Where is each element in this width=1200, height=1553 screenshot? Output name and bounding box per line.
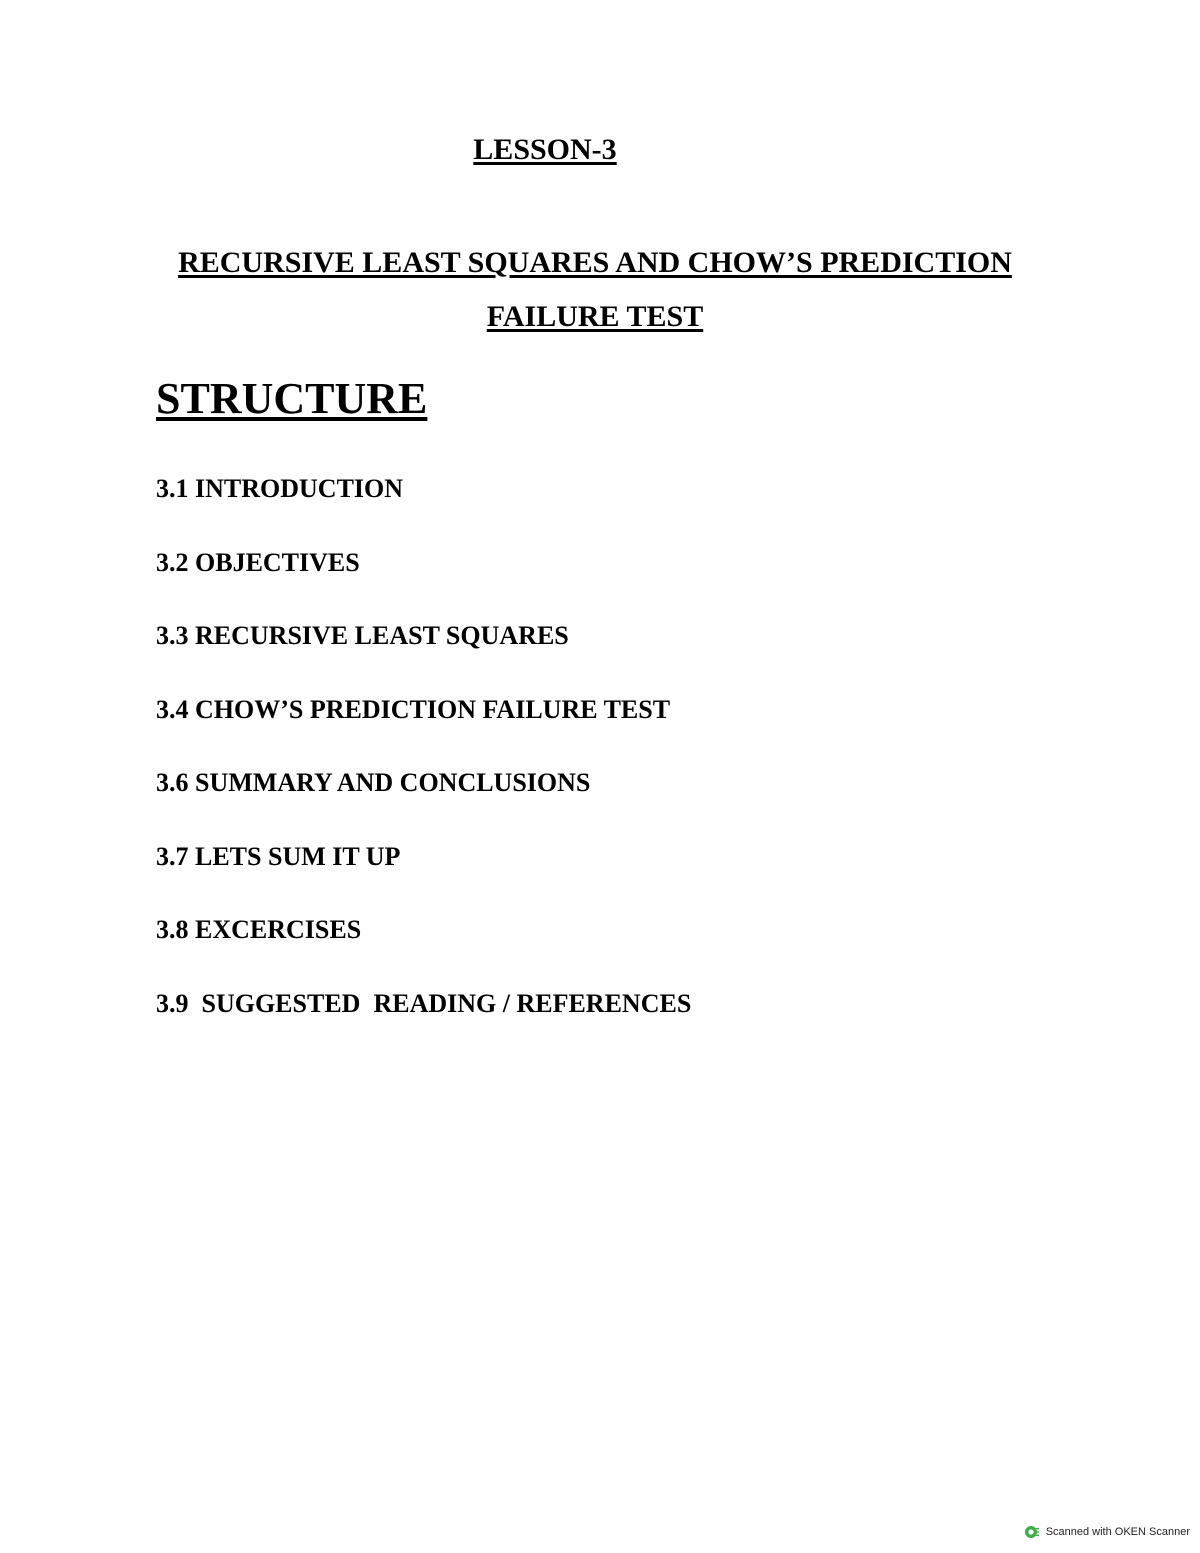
- toc-item-references: 3.9 SUGGESTED READING / REFERENCES: [156, 988, 692, 1018]
- toc-item-chows-test: 3.4 CHOW’S PREDICTION FAILURE TEST: [156, 694, 671, 724]
- scanner-text: Scanned with OKEN Scanner: [1045, 1526, 1190, 1538]
- toc-item-introduction: 3.1 INTRODUCTION: [156, 474, 404, 503]
- toc-item-summary: 3.6 SUMMARY AND CONCLUSIONS: [156, 768, 591, 797]
- toc-item-recursive-least-squares: 3.3 RECURSIVE LEAST SQUARES: [156, 621, 569, 650]
- lesson-title: [140, 236, 1050, 344]
- lesson-title-line-1: RECURSIVE LEAST SQUARES AND CHOW’S PREDICTION: [178, 246, 1012, 279]
- oken-scanner-logo-icon: [1024, 1524, 1040, 1540]
- scanner-watermark: [1024, 1524, 1190, 1540]
- structure-heading: STRUCTURE: [156, 374, 428, 423]
- table-of-contents: [156, 468, 691, 1056]
- toc-item-objectives: 3.2 OBJECTIVES: [156, 547, 360, 577]
- lesson-number: LESSON-3: [473, 133, 617, 166]
- toc-item-exercises: 3.8 EXCERCISES: [156, 915, 362, 944]
- toc-item-sum-it-up: 3.7 LETS SUM IT UP: [156, 841, 401, 871]
- lesson-title-line-2: FAILURE TEST: [486, 300, 704, 333]
